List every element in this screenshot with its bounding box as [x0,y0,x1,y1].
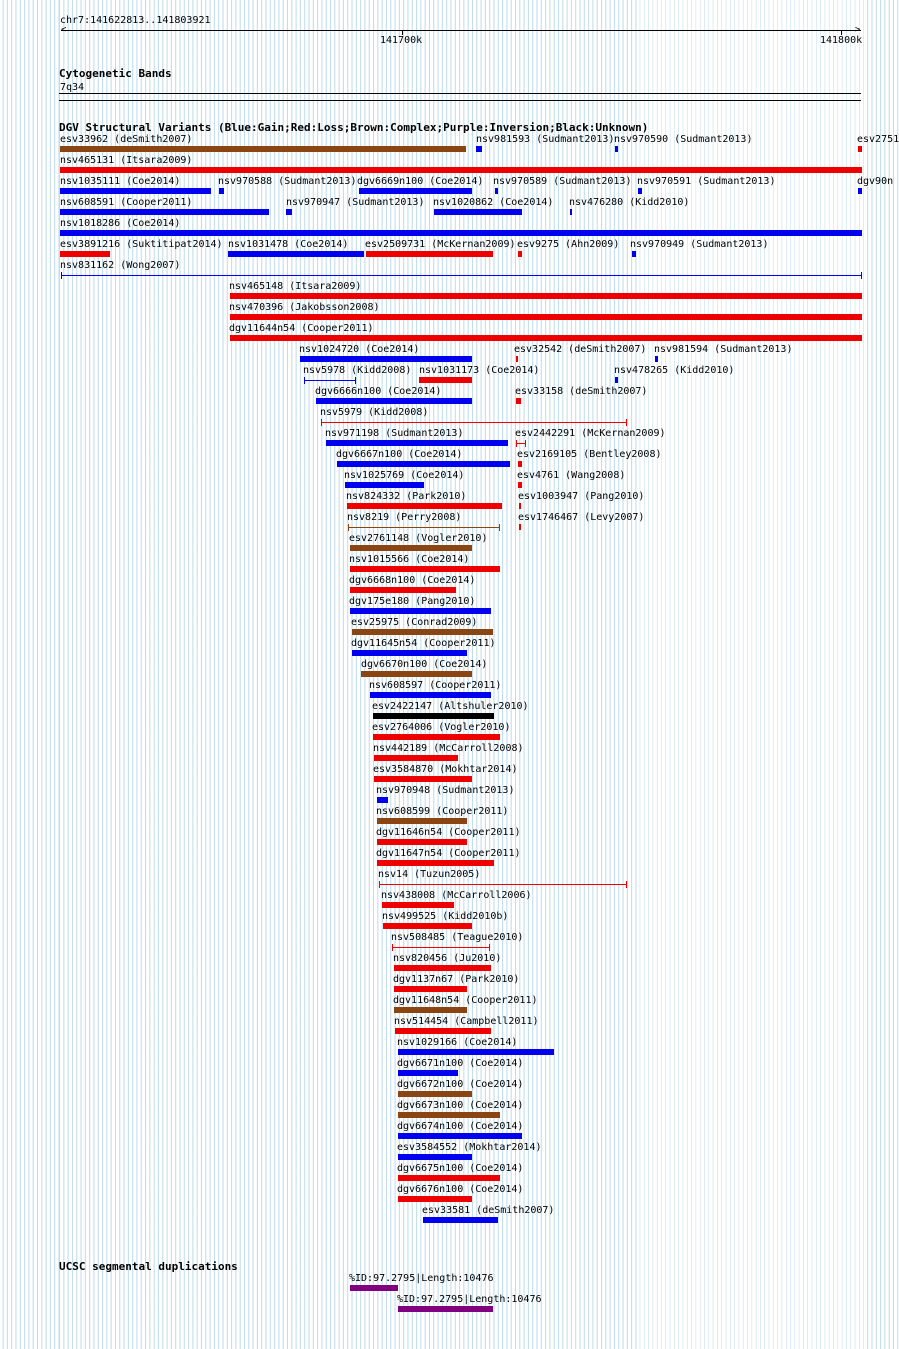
variant-nsv1018286-bar[interactable] [60,230,862,236]
variant-nsv1015566-bar[interactable] [350,566,500,572]
variant-esv2422147-label[interactable]: esv2422147 (Altshuler2010) [372,701,529,712]
variant-nsv508485-span-end [392,944,393,951]
variant-nsv1015566-label[interactable]: nsv1015566 (Coe2014) [349,554,470,565]
variant-esv32542-bar[interactable] [516,356,518,362]
variant-dgv175e180-label[interactable]: dgv175e180 (Pang2010) [349,596,476,607]
variant-esv4761-label[interactable]: esv4761 (Wang2008) [517,470,626,481]
variant-nsv970588-bar[interactable] [219,188,224,194]
variant-nsv1031173-bar[interactable] [419,377,472,383]
variant-nsv465131-bar[interactable] [60,167,862,173]
variant-nsv831162-label[interactable]: nsv831162 (Wong2007) [60,260,181,271]
variant-nsv442189-bar[interactable] [374,755,458,761]
variant-nsv1029166-label[interactable]: nsv1029166 (Coe2014) [397,1037,518,1048]
segdup--id-97-2795-length-10476-label[interactable]: %ID:97.2795|Length:10476 [349,1273,494,1284]
variant-esv2169105-bar[interactable] [518,461,522,467]
variant-esv4761-bar[interactable] [518,482,522,488]
variant-esv33158-bar[interactable] [516,398,521,404]
variant-nsv971198-bar[interactable] [326,440,508,446]
variant-dgv6666n100-label[interactable]: dgv6666n100 (Coe2014) [315,386,442,397]
variant-nsv5979-label[interactable]: nsv5979 (Kidd2008) [320,407,429,418]
variant-dgv6675n100-label[interactable]: dgv6675n100 (Coe2014) [397,1163,524,1174]
variant-nsv831162-span-end [61,272,62,279]
variant-esv33962-bar[interactable] [60,146,466,152]
variant-dgv6673n100-bar[interactable] [398,1112,500,1118]
variant-dgv6676n100-label[interactable]: dgv6676n100 (Coe2014) [397,1184,524,1195]
variant-dgv11647n54-bar[interactable] [377,860,494,866]
variant-esv25975-bar[interactable] [352,629,493,635]
variant-nsv514454-bar[interactable] [395,1028,491,1034]
variant-nsv970947-label[interactable]: nsv970947 (Sudmant2013) [286,197,425,208]
segdup--id-97-2795-length-10476-label[interactable]: %ID:97.2795|Length:10476 [397,1294,542,1305]
variant-dgv11644n54-label[interactable]: dgv11644n54 (Cooper2011) [229,323,374,334]
variant-nsv981593-bar[interactable] [476,146,482,152]
variant-nsv465148-label[interactable]: nsv465148 (Itsara2009) [229,281,362,292]
variant-dgv11647n54-label[interactable]: dgv11647n54 (Cooper2011) [376,848,521,859]
variant-esv1746467-label[interactable]: esv1746467 (Levy2007) [518,512,645,523]
variant-esv9275-bar[interactable] [518,251,522,257]
variant-nsv5978-span-end [304,377,305,384]
variant-nsv820456-label[interactable]: nsv820456 (Ju2010) [393,953,502,964]
variant-nsv608591-bar[interactable] [60,209,269,215]
variant-esv2764006-bar[interactable] [373,734,500,740]
variant-dgv6667n100-label[interactable]: dgv6667n100 (Coe2014) [336,449,463,460]
variant-nsv5979-span-end [626,419,627,426]
variant-esv3584870-label[interactable]: esv3584870 (Mokhtar2014) [373,764,518,775]
variant-nsv970591-label[interactable]: nsv970591 (Sudmant2013) [637,176,776,187]
variant-esv33581-label[interactable]: esv33581 (deSmith2007) [422,1205,555,1216]
variant-nsv8219-span-end [348,524,349,531]
ruler-coordinates: chr7:141622813..141803921 [60,15,211,26]
variant-nsv499525-label[interactable]: nsv499525 (Kidd2010b) [382,911,509,922]
variant-nsv5979-span[interactable] [321,422,627,423]
dgv-track-title: DGV Structural Variants (Blue:Gain;Red:Loss;Brown:Complex;Purple:Inversion;Black:Unknown) [59,121,649,134]
variant-nsv442189-label[interactable]: nsv442189 (McCarroll2008) [373,743,524,754]
variant-nsv971198-label[interactable]: nsv971198 (Sudmant2013) [325,428,464,439]
variant-nsv970591-bar[interactable] [638,188,642,194]
variant-dgv6670n100-bar[interactable] [361,671,472,677]
variant-esv2422147-bar[interactable] [373,713,494,719]
variant-dgv6674n100-bar[interactable] [398,1133,522,1139]
variant-nsv981593-label[interactable]: nsv981593 (Sudmant2013) [476,134,615,145]
variant-nsv970588-label[interactable]: nsv970588 (Sudmant2013) [218,176,357,187]
variant-dgv6667n100-bar[interactable] [337,461,510,467]
variant-dgv6669n100-bar[interactable] [359,188,472,194]
variant-nsv478265-label[interactable]: nsv478265 (Kidd2010) [614,365,735,376]
variant-nsv1020862-label[interactable]: nsv1020862 (Coe2014) [433,197,554,208]
variant-nsv970590-label[interactable]: nsv970590 (Sudmant2013) [614,134,753,145]
variant-dgv6675n100-bar[interactable] [398,1175,500,1181]
variant-esv2442291-span-end [525,440,526,447]
variant-nsv14-span[interactable] [379,884,627,885]
variant-nsv8219-span[interactable] [348,527,500,528]
variant-nsv981594-bar[interactable] [655,356,658,362]
variant-nsv14-span-end [379,881,380,888]
cytoband-divider [59,93,861,94]
variant-nsv970589-label[interactable]: nsv970589 (Sudmant2013) [493,176,632,187]
variant-dgv11644n54-bar[interactable] [230,335,862,341]
variant-nsv508485-span[interactable] [392,947,490,948]
variant-nsv820456-bar[interactable] [394,965,491,971]
variant-esv3584552-label[interactable]: esv3584552 (Mokhtar2014) [397,1142,542,1153]
variant-nsv1031478-label[interactable]: nsv1031478 (Coe2014) [228,239,349,250]
variant-esv3584870-bar[interactable] [374,776,472,782]
variant-dgv11648n54-label[interactable]: dgv11648n54 (Cooper2011) [393,995,538,1006]
variant-nsv1018286-label[interactable]: nsv1018286 (Coe2014) [60,218,181,229]
variant-dgv11645n54-label[interactable]: dgv11645n54 (Cooper2011) [351,638,496,649]
variant-nsv1035111-label[interactable]: nsv1035111 (Coe2014) [60,176,181,187]
variant-nsv476280-label[interactable]: nsv476280 (Kidd2010) [569,197,690,208]
variant-dgv11645n54-bar[interactable] [352,650,467,656]
variant-nsv970948-bar[interactable] [377,797,388,803]
variant-nsv8219-label[interactable]: nsv8219 (Perry2008) [347,512,462,523]
cytoband-label[interactable]: 7q34 [60,82,85,93]
variant-esv3584552-bar[interactable] [398,1154,472,1160]
variant-nsv1024720-bar[interactable] [300,356,472,362]
variant-nsv970589-bar[interactable] [495,188,498,194]
variant-nsv1031478-bar[interactable] [228,251,364,257]
variant-nsv970949-label[interactable]: nsv970949 (Sudmant2013) [630,239,769,250]
variant-esv2761148-bar[interactable] [350,545,472,551]
variant-nsv824332-label[interactable]: nsv824332 (Park2010) [346,491,467,502]
variant-nsv1020862-bar[interactable] [434,209,522,215]
variant-nsv514454-label[interactable]: nsv514454 (Campbell2011) [394,1016,539,1027]
variant-esv2751-bar[interactable] [858,146,862,152]
variant-nsv499525-bar[interactable] [383,923,472,929]
variant-nsv608597-bar[interactable] [370,692,491,698]
ruler-line [61,30,861,31]
variant-dgv175e180-bar[interactable] [350,608,491,614]
variant-dgv6671n100-label[interactable]: dgv6671n100 (Coe2014) [397,1058,524,1069]
variant-nsv970947-bar[interactable] [286,209,292,215]
variant-esv1746467-bar[interactable] [519,524,521,530]
variant-nsv8219-span-end [499,524,500,531]
ruler-right-arrow: > [855,25,861,35]
variant-dgv90n-label[interactable]: dgv90n [857,176,894,187]
variant-nsv5978-span[interactable] [304,380,356,381]
variant-nsv1029166-bar[interactable] [398,1049,554,1055]
cytoband-divider [59,100,861,101]
variant-dgv11648n54-bar[interactable] [394,1007,467,1013]
variant-nsv470396-bar[interactable] [230,314,862,320]
ruler-tick-label: 141800k [820,35,863,46]
variant-nsv1035111-bar[interactable] [60,188,211,194]
segdup-track-title: UCSC segmental duplications [59,1260,238,1273]
variant-esv2751-label[interactable]: esv2751 [857,134,899,145]
variant-dgv6674n100-label[interactable]: dgv6674n100 (Coe2014) [397,1121,524,1132]
variant-esv2761148-label[interactable]: esv2761148 (Vogler2010) [349,533,488,544]
variant-nsv831162-span-end [861,272,862,279]
variant-esv2442291-span-end [516,440,517,447]
variant-nsv508485-span-end [489,944,490,951]
variant-nsv608599-bar[interactable] [377,818,467,824]
variant-nsv5978-span-end [355,377,356,384]
variant-nsv476280-bar[interactable] [570,209,572,215]
segdup--id-97-2795-length-10476-bar[interactable] [398,1306,493,1312]
variant-nsv1025769-bar[interactable] [345,482,424,488]
variant-nsv438008-label[interactable]: nsv438008 (McCarroll2006) [381,890,532,901]
variant-nsv1025769-label[interactable]: nsv1025769 (Coe2014) [344,470,465,481]
variant-esv1003947-bar[interactable] [519,503,521,509]
variant-nsv465148-bar[interactable] [230,293,862,299]
variant-dgv6672n100-label[interactable]: dgv6672n100 (Coe2014) [397,1079,524,1090]
variant-nsv508485-label[interactable]: nsv508485 (Teague2010) [391,932,524,943]
variant-dgv6669n100-label[interactable]: dgv6669n100 (Coe2014) [357,176,484,187]
ruler-tick-label: 141700k [380,35,423,46]
variant-nsv608599-label[interactable]: nsv608599 (Cooper2011) [376,806,509,817]
variant-nsv970949-bar[interactable] [632,251,636,257]
variant-esv32542-label[interactable]: esv32542 (deSmith2007) [514,344,647,355]
variant-dgv6671n100-bar[interactable] [398,1070,458,1076]
variant-esv3891216-bar[interactable] [60,251,110,257]
variant-dgv90n-bar[interactable] [858,188,862,194]
variant-nsv14-span-end [626,881,627,888]
variant-nsv831162-span[interactable] [61,275,862,276]
variant-dgv11646n54-bar[interactable] [377,839,467,845]
variant-dgv6673n100-label[interactable]: dgv6673n100 (Coe2014) [397,1100,524,1111]
variant-esv33158-label[interactable]: esv33158 (deSmith2007) [515,386,648,397]
variant-esv33581-bar[interactable] [423,1217,498,1223]
ruler-left-arrow: < [61,25,67,35]
variant-esv2509731-label[interactable]: esv2509731 (McKernan2009) [365,239,516,250]
variant-esv2509731-bar[interactable] [366,251,493,257]
variant-nsv465131-label[interactable]: nsv465131 (Itsara2009) [60,155,193,166]
variant-nsv970948-label[interactable]: nsv970948 (Sudmant2013) [376,785,515,796]
variant-nsv981594-label[interactable]: nsv981594 (Sudmant2013) [654,344,793,355]
variant-esv2169105-label[interactable]: esv2169105 (Bentley2008) [517,449,662,460]
variant-esv1003947-label[interactable]: esv1003947 (Pang2010) [518,491,645,502]
variant-dgv1137n67-label[interactable]: dgv1137n67 (Park2010) [393,974,520,985]
variant-esv2442291-label[interactable]: esv2442291 (McKernan2009) [515,428,666,439]
variant-nsv5979-span-end [321,419,322,426]
variant-nsv608591-label[interactable]: nsv608591 (Cooper2011) [60,197,193,208]
variant-nsv1031173-label[interactable]: nsv1031173 (Coe2014) [419,365,540,376]
variant-nsv824332-bar[interactable] [347,503,502,509]
variant-dgv6668n100-bar[interactable] [350,587,456,593]
variant-dgv6672n100-bar[interactable] [398,1091,472,1097]
variant-nsv5978-label[interactable]: nsv5978 (Kidd2008) [303,365,412,376]
cytoband-track-title: Cytogenetic Bands [59,67,172,80]
variant-nsv970590-bar[interactable] [615,146,618,152]
variant-nsv14-label[interactable]: nsv14 (Tuzun2005) [378,869,481,880]
variant-nsv608597-label[interactable]: nsv608597 (Cooper2011) [369,680,502,691]
variant-nsv478265-bar[interactable] [615,377,618,383]
variant-dgv11646n54-label[interactable]: dgv11646n54 (Cooper2011) [376,827,521,838]
variant-dgv6668n100-label[interactable]: dgv6668n100 (Coe2014) [349,575,476,586]
variant-dgv6666n100-bar[interactable] [316,398,472,404]
variant-nsv1024720-label[interactable]: nsv1024720 (Coe2014) [299,344,420,355]
variant-nsv438008-bar[interactable] [382,902,454,908]
variant-nsv470396-label[interactable]: nsv470396 (Jakobsson2008) [229,302,380,313]
segdup--id-97-2795-length-10476-bar[interactable] [350,1285,398,1291]
variant-esv33962-label[interactable]: esv33962 (deSmith2007) [60,134,193,145]
variant-dgv1137n67-bar[interactable] [394,986,467,992]
variant-dgv6676n100-bar[interactable] [398,1196,472,1202]
variant-esv25975-label[interactable]: esv25975 (Conrad2009) [351,617,478,628]
variant-dgv6670n100-label[interactable]: dgv6670n100 (Coe2014) [361,659,488,670]
variant-esv3891216-label[interactable]: esv3891216 (Suktitipat2014) [60,239,223,250]
variant-esv9275-label[interactable]: esv9275 (Ahn2009) [517,239,620,250]
variant-esv2764006-label[interactable]: esv2764006 (Vogler2010) [372,722,511,733]
